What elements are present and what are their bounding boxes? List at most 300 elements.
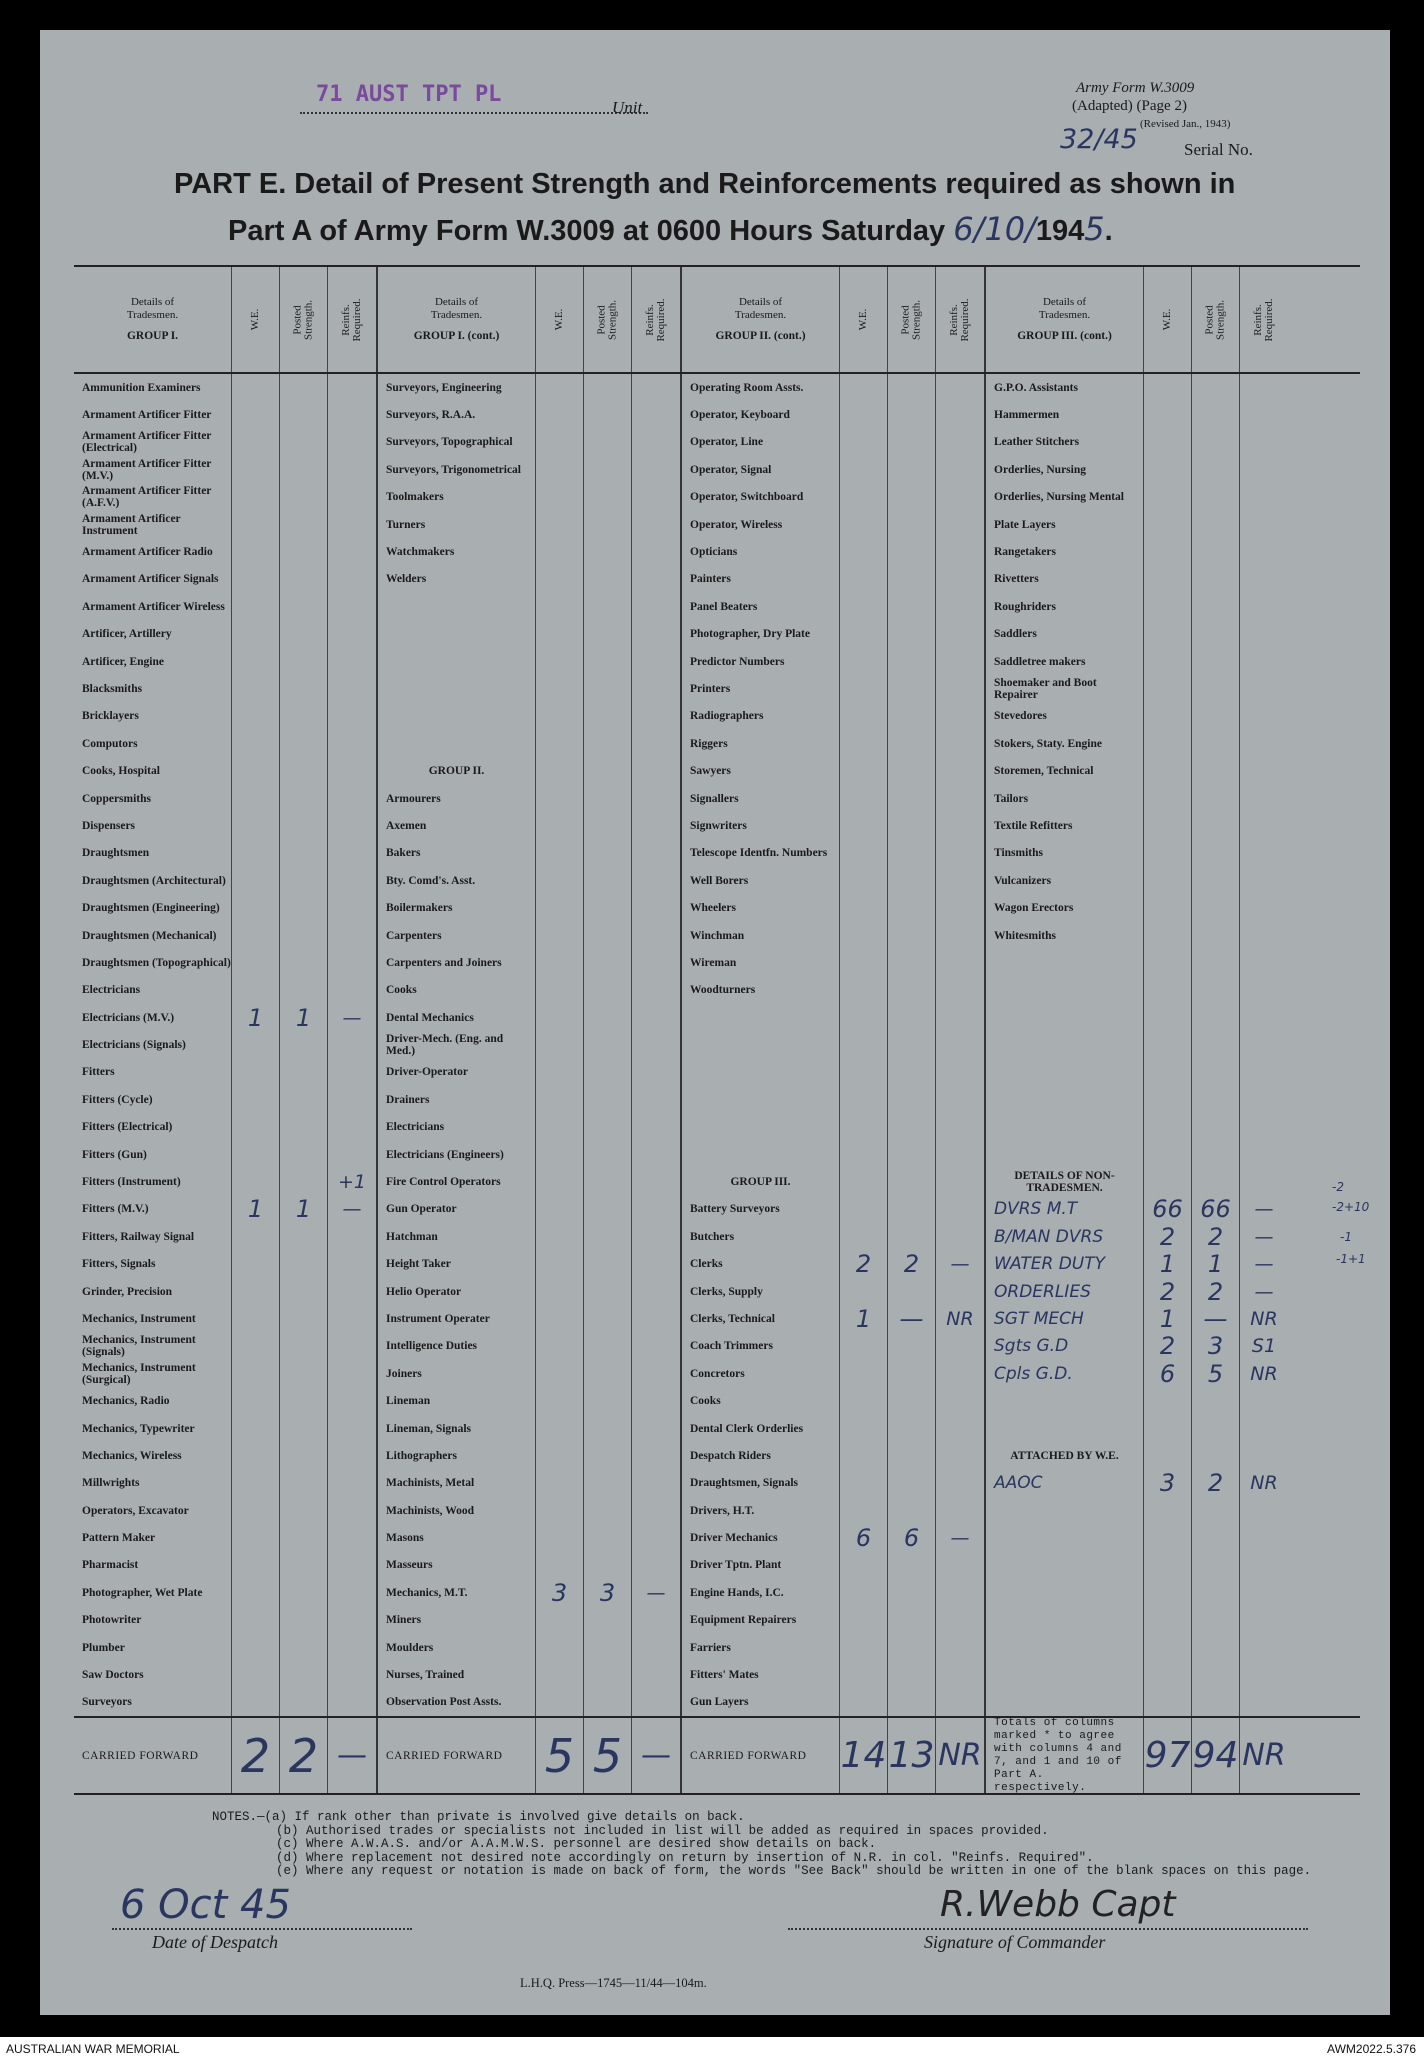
row-group-3 bbox=[682, 1278, 986, 1305]
value-we bbox=[536, 1497, 584, 1524]
row-group-3 bbox=[682, 757, 986, 784]
value-we bbox=[536, 1141, 584, 1168]
header-col-we: W.E. bbox=[536, 267, 584, 372]
value-we bbox=[536, 757, 584, 784]
row-group-2 bbox=[378, 757, 682, 784]
value-we bbox=[536, 538, 584, 565]
row-group-1 bbox=[74, 1333, 378, 1360]
value-we bbox=[1144, 1168, 1192, 1195]
row-group-4 bbox=[986, 456, 1288, 483]
table-row bbox=[74, 1196, 1360, 1223]
value-posted bbox=[888, 1086, 936, 1113]
row-group-2 bbox=[378, 977, 682, 1004]
row-group-1 bbox=[74, 1497, 378, 1524]
table-row bbox=[74, 1168, 1360, 1195]
value-posted bbox=[888, 566, 936, 593]
tradesman-name: Armourers bbox=[378, 785, 536, 812]
tradesman-name: Storemen, Technical bbox=[986, 757, 1144, 784]
header-details-line: Details of bbox=[1042, 296, 1087, 308]
value-posted bbox=[1192, 1086, 1240, 1113]
row-group-4 bbox=[986, 1141, 1288, 1168]
row-group-2 bbox=[378, 374, 682, 401]
value-we: 2 bbox=[1144, 1278, 1192, 1305]
value-posted bbox=[584, 894, 632, 921]
value-we bbox=[840, 675, 888, 702]
row-group-2 bbox=[378, 812, 682, 839]
row-group-4 bbox=[986, 1579, 1288, 1606]
value-reinfs bbox=[1240, 1689, 1288, 1716]
value-posted: 1 bbox=[280, 1004, 328, 1031]
tradesman-name: Driver-Mech. (Eng. and Med.) bbox=[378, 1031, 536, 1058]
tradesman-name bbox=[986, 1059, 1144, 1086]
value-reinfs bbox=[328, 648, 376, 675]
value-posted bbox=[1192, 1442, 1240, 1469]
value-reinfs bbox=[632, 1278, 680, 1305]
value-posted bbox=[888, 1552, 936, 1579]
tradesman-name: Draughtsmen (Mechanical) bbox=[74, 922, 232, 949]
value-posted bbox=[888, 922, 936, 949]
value-we bbox=[1144, 1415, 1192, 1442]
note-e: (e) Where any request or notation is made on back of form, the words "See Back" should be written in one of the blank spaces on this page. bbox=[276, 1864, 1312, 1878]
row-group-4 bbox=[986, 840, 1288, 867]
table-row bbox=[74, 511, 1360, 538]
row-group-2 bbox=[378, 648, 682, 675]
value-posted bbox=[888, 949, 936, 976]
value-reinfs bbox=[632, 1333, 680, 1360]
table-row bbox=[74, 1661, 1360, 1688]
value-reinfs bbox=[1240, 922, 1288, 949]
table-row bbox=[74, 1114, 1360, 1141]
value-posted bbox=[584, 1387, 632, 1414]
group-heading: DETAILS OF NON-TRADESMEN. bbox=[986, 1168, 1144, 1195]
tradesman-name: Draughtsmen bbox=[74, 840, 232, 867]
value-we bbox=[232, 621, 280, 648]
tradesman-name: Helio Operator bbox=[378, 1278, 536, 1305]
tradesman-name: Armament Artificer Signals bbox=[74, 566, 232, 593]
row-group-3 bbox=[682, 922, 986, 949]
value-we bbox=[232, 785, 280, 812]
notes-block bbox=[212, 1811, 1311, 1879]
value-posted bbox=[584, 1689, 632, 1716]
value-we bbox=[1144, 840, 1192, 867]
value-reinfs bbox=[328, 840, 376, 867]
row-group-2 bbox=[378, 1251, 682, 1278]
value-reinfs bbox=[328, 1415, 376, 1442]
value-posted bbox=[1192, 1524, 1240, 1551]
value-posted: — bbox=[1192, 1305, 1240, 1332]
value-we bbox=[536, 1360, 584, 1387]
tradesman-name: Millwrights bbox=[74, 1470, 232, 1497]
value-we: 1 bbox=[1144, 1251, 1192, 1278]
value-we bbox=[840, 648, 888, 675]
row-group-1 bbox=[74, 1579, 378, 1606]
value-we bbox=[1144, 456, 1192, 483]
value-we bbox=[1144, 977, 1192, 1004]
value-we bbox=[840, 1086, 888, 1113]
value-we bbox=[536, 1059, 584, 1086]
row-group-4 bbox=[986, 1114, 1288, 1141]
value-posted bbox=[584, 374, 632, 401]
value-posted bbox=[584, 1031, 632, 1058]
value-we bbox=[232, 1661, 280, 1688]
form-sheet bbox=[40, 30, 1390, 2015]
value-we: 2 bbox=[1144, 1333, 1192, 1360]
row-group-3 bbox=[682, 1333, 986, 1360]
row-group-2 bbox=[378, 785, 682, 812]
value-we bbox=[232, 1251, 280, 1278]
tradesman-name: Saw Doctors bbox=[74, 1661, 232, 1688]
value-posted bbox=[1192, 922, 1240, 949]
table-row bbox=[74, 456, 1360, 483]
value-posted bbox=[1192, 867, 1240, 894]
row-group-3 bbox=[682, 1059, 986, 1086]
value-reinfs bbox=[1240, 374, 1288, 401]
row-group-4 bbox=[986, 1552, 1288, 1579]
value-reinfs bbox=[1240, 1552, 1288, 1579]
value-reinfs bbox=[936, 1442, 984, 1469]
header-group-label: GROUP I. bbox=[126, 330, 179, 342]
row-group-1 bbox=[74, 1387, 378, 1414]
tradesman-name: Despatch Riders bbox=[682, 1442, 840, 1469]
value-posted bbox=[280, 1470, 328, 1497]
value-reinfs bbox=[1240, 401, 1288, 428]
tradesman-name: Welders bbox=[378, 566, 536, 593]
value-we bbox=[232, 1360, 280, 1387]
value-posted bbox=[1192, 1114, 1240, 1141]
carried-forward-we: 97 bbox=[1144, 1718, 1192, 1793]
value-we bbox=[536, 922, 584, 949]
tradesman-name: Butchers bbox=[682, 1223, 840, 1250]
value-posted bbox=[1192, 730, 1240, 757]
value-we bbox=[232, 1086, 280, 1113]
tradesman-name: Orderlies, Nursing bbox=[986, 456, 1144, 483]
row-group-4 bbox=[986, 538, 1288, 565]
value-reinfs bbox=[632, 1305, 680, 1332]
value-reinfs bbox=[328, 894, 376, 921]
table-row bbox=[74, 675, 1360, 702]
header-details-line: Details of bbox=[738, 296, 783, 308]
value-reinfs: — bbox=[950, 1253, 970, 1276]
table-row bbox=[74, 1689, 1360, 1716]
tradesman-name: Fitters, Signals bbox=[74, 1251, 232, 1278]
tradesman-name: Panel Beaters bbox=[682, 593, 840, 620]
table-row bbox=[74, 785, 1360, 812]
row-group-2 bbox=[378, 1360, 682, 1387]
header-tradesmen-line: Tradesmen. bbox=[126, 309, 179, 321]
value-reinfs bbox=[1240, 785, 1288, 812]
archive-name: AUSTRALIAN WAR MEMORIAL bbox=[6, 2042, 180, 2056]
header-col-reinfs: Reinfs. Required. bbox=[644, 297, 667, 342]
value-reinfs bbox=[328, 456, 376, 483]
header-details-line: Details of bbox=[434, 296, 479, 308]
table-row bbox=[74, 867, 1360, 894]
value-posted bbox=[888, 1607, 936, 1634]
row-group-3 bbox=[682, 1634, 986, 1661]
value-posted bbox=[888, 1333, 936, 1360]
value-reinfs bbox=[1240, 538, 1288, 565]
table-row bbox=[74, 566, 1360, 593]
row-group-4 bbox=[986, 922, 1288, 949]
row-group-4 bbox=[986, 1031, 1288, 1058]
value-we bbox=[232, 757, 280, 784]
row-group-1 bbox=[74, 1634, 378, 1661]
value-posted bbox=[1192, 1689, 1240, 1716]
value-we bbox=[840, 922, 888, 949]
value-we bbox=[232, 894, 280, 921]
value-we bbox=[232, 593, 280, 620]
value-reinfs bbox=[328, 730, 376, 757]
value-posted bbox=[888, 1415, 936, 1442]
value-reinfs bbox=[936, 1470, 984, 1497]
tradesman-name: Pharmacist bbox=[74, 1552, 232, 1579]
row-group-2 bbox=[378, 484, 682, 511]
tradesman-name bbox=[986, 1634, 1144, 1661]
form-title-line1: PART E. Detail of Present Strength and Reinforcements required as shown in bbox=[174, 168, 1236, 200]
tradesman-name bbox=[682, 1004, 840, 1031]
tradesman-name: Sgts G.D bbox=[986, 1333, 1144, 1360]
header-details-cell bbox=[682, 267, 840, 372]
tradesman-name bbox=[986, 1579, 1144, 1606]
value-posted bbox=[280, 1579, 328, 1606]
value-posted bbox=[1192, 1004, 1240, 1031]
value-we bbox=[232, 648, 280, 675]
tradesman-name: Coach Trimmers bbox=[682, 1333, 840, 1360]
value-reinfs bbox=[936, 812, 984, 839]
value-we bbox=[536, 1305, 584, 1332]
table-row bbox=[74, 894, 1360, 921]
value-reinfs bbox=[632, 949, 680, 976]
value-posted bbox=[280, 538, 328, 565]
value-we: 3 bbox=[1144, 1470, 1192, 1497]
value-posted bbox=[888, 1141, 936, 1168]
value-we bbox=[1144, 1552, 1192, 1579]
row-group-1 bbox=[74, 730, 378, 757]
value-we bbox=[840, 812, 888, 839]
value-reinfs: S1 bbox=[1251, 1335, 1277, 1358]
tradesman-name: Photographer, Wet Plate bbox=[74, 1579, 232, 1606]
value-posted bbox=[584, 511, 632, 538]
value-we bbox=[1144, 1497, 1192, 1524]
tradesman-name: Electricians (Engineers) bbox=[378, 1141, 536, 1168]
value-reinfs bbox=[632, 757, 680, 784]
tradesman-name: Orderlies, Nursing Mental bbox=[986, 484, 1144, 511]
value-we bbox=[840, 1223, 888, 1250]
row-group-3 bbox=[682, 675, 986, 702]
value-reinfs bbox=[1240, 1524, 1288, 1551]
value-we bbox=[232, 401, 280, 428]
value-posted bbox=[1192, 1497, 1240, 1524]
row-group-4 bbox=[986, 1196, 1288, 1223]
row-group-4 bbox=[986, 1387, 1288, 1414]
tradesman-name: Woodturners bbox=[682, 977, 840, 1004]
tradesman-name: Opticians bbox=[682, 538, 840, 565]
tradesman-name bbox=[986, 1552, 1144, 1579]
tradesman-name: Height Taker bbox=[378, 1251, 536, 1278]
table-row bbox=[74, 1031, 1360, 1058]
row-group-2 bbox=[378, 1689, 682, 1716]
tradesman-name: Hammermen bbox=[986, 401, 1144, 428]
value-we bbox=[1144, 675, 1192, 702]
value-posted bbox=[584, 1415, 632, 1442]
header-col-posted: Posted Strength. bbox=[280, 267, 328, 372]
value-we bbox=[536, 374, 584, 401]
row-group-2 bbox=[378, 1524, 682, 1551]
value-we bbox=[840, 484, 888, 511]
row-group-1 bbox=[74, 1524, 378, 1551]
value-posted: 66 bbox=[1192, 1196, 1240, 1223]
value-we bbox=[536, 949, 584, 976]
value-we bbox=[232, 703, 280, 730]
value-posted bbox=[280, 374, 328, 401]
row-group-4 bbox=[986, 675, 1288, 702]
row-group-1 bbox=[74, 1059, 378, 1086]
value-posted bbox=[1192, 374, 1240, 401]
header-tradesmen-line: Tradesmen. bbox=[734, 309, 787, 321]
value-we bbox=[232, 1278, 280, 1305]
tradesman-name: Watchmakers bbox=[378, 538, 536, 565]
value-reinfs bbox=[328, 566, 376, 593]
value-posted bbox=[584, 1141, 632, 1168]
table-row bbox=[74, 977, 1360, 1004]
value-we bbox=[1144, 1661, 1192, 1688]
value-we bbox=[840, 1141, 888, 1168]
value-posted bbox=[584, 1278, 632, 1305]
tradesman-name: Fire Control Operators bbox=[378, 1168, 536, 1195]
row-group-2 bbox=[378, 429, 682, 456]
value-reinfs bbox=[1240, 1059, 1288, 1086]
table-row bbox=[74, 1442, 1360, 1469]
value-posted bbox=[280, 1415, 328, 1442]
value-we bbox=[1144, 1059, 1192, 1086]
value-posted bbox=[888, 648, 936, 675]
row-group-3 bbox=[682, 703, 986, 730]
value-reinfs bbox=[1240, 1086, 1288, 1113]
value-posted bbox=[280, 1387, 328, 1414]
serial-number: 32/45 bbox=[1060, 124, 1138, 155]
header-group-label: GROUP III. (cont.) bbox=[1017, 330, 1112, 342]
value-posted bbox=[1192, 593, 1240, 620]
value-reinfs bbox=[936, 1415, 984, 1442]
tradesman-name: Draughtsmen (Architectural) bbox=[74, 867, 232, 894]
value-reinfs bbox=[328, 1141, 376, 1168]
tradesman-name: Signallers bbox=[682, 785, 840, 812]
row-group-1 bbox=[74, 621, 378, 648]
row-group-4 bbox=[986, 1305, 1288, 1332]
header-tradesmen-line: Tradesmen. bbox=[1038, 309, 1091, 321]
tradesman-name: Sawyers bbox=[682, 757, 840, 784]
tradesman-name: Leather Stitchers bbox=[986, 429, 1144, 456]
tradesman-name bbox=[682, 1059, 840, 1086]
row-group-2 bbox=[378, 1168, 682, 1195]
row-group-1 bbox=[74, 1004, 378, 1031]
value-reinfs bbox=[632, 1607, 680, 1634]
tradesman-name: Draughtsmen (Engineering) bbox=[74, 894, 232, 921]
value-reinfs bbox=[936, 1223, 984, 1250]
value-reinfs bbox=[328, 621, 376, 648]
value-reinfs bbox=[936, 1661, 984, 1688]
value-reinfs: NR bbox=[1250, 1307, 1278, 1330]
row-group-2 bbox=[378, 1387, 682, 1414]
value-posted bbox=[280, 675, 328, 702]
tradesman-name: Joiners bbox=[378, 1360, 536, 1387]
row-group-1 bbox=[74, 1086, 378, 1113]
value-we bbox=[232, 1524, 280, 1551]
row-group-1 bbox=[74, 785, 378, 812]
row-group-3 bbox=[682, 1579, 986, 1606]
table-row bbox=[74, 730, 1360, 757]
row-group-1 bbox=[74, 922, 378, 949]
value-posted bbox=[280, 593, 328, 620]
value-posted bbox=[888, 977, 936, 1004]
value-reinfs bbox=[1240, 894, 1288, 921]
value-we bbox=[840, 1059, 888, 1086]
value-posted bbox=[584, 675, 632, 702]
row-group-4 bbox=[986, 949, 1288, 976]
tradesman-name: Mechanics, Instrument (Signals) bbox=[74, 1333, 232, 1360]
row-group-4 bbox=[986, 1661, 1288, 1688]
value-reinfs bbox=[936, 785, 984, 812]
value-posted bbox=[1192, 675, 1240, 702]
carried-forward-posted: 2 bbox=[280, 1718, 328, 1793]
carried-forward-group-1 bbox=[74, 1718, 378, 1793]
tradesman-name: Artificer, Engine bbox=[74, 648, 232, 675]
row-group-4 bbox=[986, 1168, 1288, 1195]
value-posted bbox=[280, 949, 328, 976]
tradesman-name: Surveyors, Topographical bbox=[378, 429, 536, 456]
value-reinfs bbox=[328, 1031, 376, 1058]
value-we bbox=[1144, 1004, 1192, 1031]
row-group-3 bbox=[682, 1387, 986, 1414]
value-reinfs bbox=[328, 1333, 376, 1360]
tradesman-name: Artificer, Artillery bbox=[74, 621, 232, 648]
note-a: NOTES.—(a) If rank other than private is involved give details on back. bbox=[212, 1810, 745, 1824]
tradesman-name: Tinsmiths bbox=[986, 840, 1144, 867]
row-group-3 bbox=[682, 593, 986, 620]
header-col-reinfs: Reinfs. Required. bbox=[1252, 297, 1275, 342]
value-posted bbox=[280, 1278, 328, 1305]
row-group-2 bbox=[378, 1086, 682, 1113]
value-reinfs bbox=[328, 484, 376, 511]
table-row bbox=[74, 703, 1360, 730]
table-row bbox=[74, 1387, 1360, 1414]
value-we bbox=[232, 1607, 280, 1634]
value-reinfs bbox=[936, 1607, 984, 1634]
value-we bbox=[232, 1141, 280, 1168]
value-posted bbox=[280, 1251, 328, 1278]
value-we bbox=[536, 456, 584, 483]
tradesman-name: Bty. Comd's. Asst. bbox=[378, 867, 536, 894]
value-we bbox=[1144, 730, 1192, 757]
note-d: (d) Where replacement not desired note accordingly on return by insertion of N.R. in col. "Reinfs. Required". bbox=[276, 1850, 1094, 1865]
value-we bbox=[1144, 593, 1192, 620]
value-posted bbox=[584, 785, 632, 812]
value-we bbox=[536, 1524, 584, 1551]
value-posted bbox=[280, 757, 328, 784]
value-reinfs bbox=[328, 922, 376, 949]
value-posted: 1 bbox=[1192, 1251, 1240, 1278]
row-group-2 bbox=[378, 894, 682, 921]
tradesman-name: Fitters (Gun) bbox=[74, 1141, 232, 1168]
value-we bbox=[232, 1333, 280, 1360]
value-we bbox=[1144, 621, 1192, 648]
press-imprint: L.H.Q. Press—1745—11/44—104m. bbox=[520, 1976, 707, 1990]
tradesman-name: Armament Artificer Fitter (M.V.) bbox=[74, 456, 232, 483]
value-we: 1 bbox=[840, 1305, 888, 1332]
value-posted bbox=[584, 1305, 632, 1332]
tradesman-name: Operating Room Assts. bbox=[682, 374, 840, 401]
tradesman-name: Mechanics, Wireless bbox=[74, 1442, 232, 1469]
header-details-line: Details of bbox=[130, 296, 175, 308]
